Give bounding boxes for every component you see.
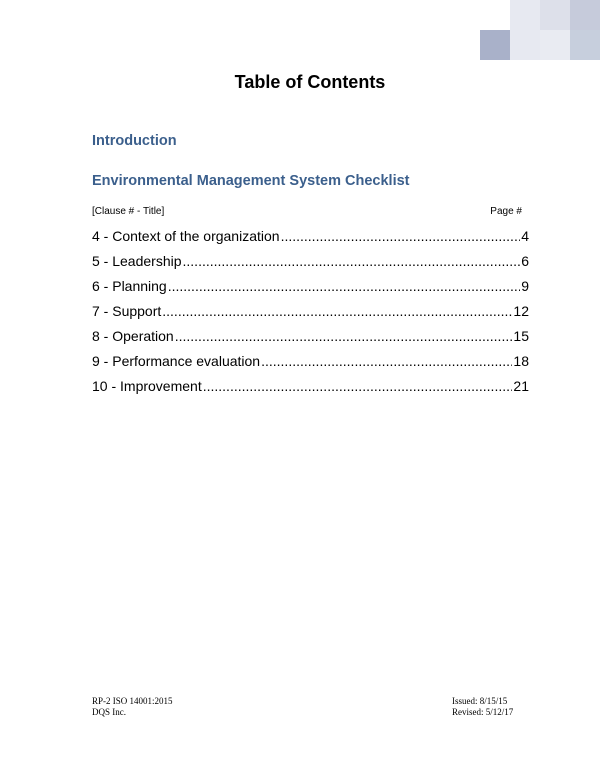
dot-leader: [183, 249, 521, 274]
toc-entry[interactable]: [92, 324, 529, 349]
decor-square: [510, 0, 540, 30]
toc-entry-page: 18: [513, 353, 529, 369]
toc-entry-page: 12: [513, 303, 529, 319]
decor-square: [480, 0, 510, 30]
column-header-clause: [Clause # - Title]: [92, 206, 165, 217]
toc-entry[interactable]: [92, 349, 529, 374]
toc-entry[interactable]: [92, 374, 529, 399]
decor-square: [510, 30, 540, 60]
dot-leader: [261, 349, 512, 374]
dot-leader: [281, 224, 521, 249]
toc-column-headers: [92, 206, 522, 217]
heading-ems-checklist[interactable]: Environmental Management System Checklist: [92, 173, 410, 189]
decor-square: [570, 0, 600, 30]
toc-entry-page: 21: [513, 378, 529, 394]
toc-list: [92, 224, 529, 399]
toc-entry-label: 6 - Planning: [92, 278, 167, 294]
corner-decoration: [480, 0, 600, 60]
toc-entry-label: 9 - Performance evaluation: [92, 353, 261, 369]
toc-entry-page: 15: [513, 328, 529, 344]
decor-square: [480, 30, 510, 60]
toc-entry[interactable]: [92, 299, 529, 324]
column-header-page: Page #: [490, 206, 522, 217]
toc-entry-label: 5 - Leadership: [92, 253, 182, 269]
toc-entry[interactable]: [92, 224, 529, 249]
page-title: Table of Contents: [234, 72, 386, 92]
dot-leader: [162, 299, 512, 324]
toc-entry[interactable]: [92, 274, 529, 299]
dot-leader: [175, 324, 513, 349]
toc-entry-label: 10 - Improvement: [92, 378, 202, 394]
footer-issued: Issued: 8/15/15: [452, 696, 508, 706]
decor-square: [540, 0, 570, 30]
dot-leader: [168, 274, 520, 299]
decor-square: [540, 30, 570, 60]
footer-company: DQS Inc.: [92, 707, 126, 717]
toc-entry-page: 6: [521, 253, 529, 269]
toc-entry-label: 8 - Operation: [92, 328, 174, 344]
footer-right: [452, 696, 513, 718]
toc-entry-label: 4 - Context of the organization: [92, 228, 280, 244]
decor-square: [570, 30, 600, 60]
toc-entry-page: 9: [521, 278, 529, 294]
heading-introduction[interactable]: Introduction: [92, 133, 177, 149]
toc-entry-label: 7 - Support: [92, 303, 162, 319]
toc-entry[interactable]: [92, 249, 529, 274]
footer-revised: Revised: 5/12/17: [452, 707, 514, 717]
toc-entry-page: 4: [521, 228, 529, 244]
footer-left: [92, 696, 173, 718]
footer-doc-id: RP-2 ISO 14001:2015: [92, 696, 173, 706]
dot-leader: [203, 374, 513, 399]
